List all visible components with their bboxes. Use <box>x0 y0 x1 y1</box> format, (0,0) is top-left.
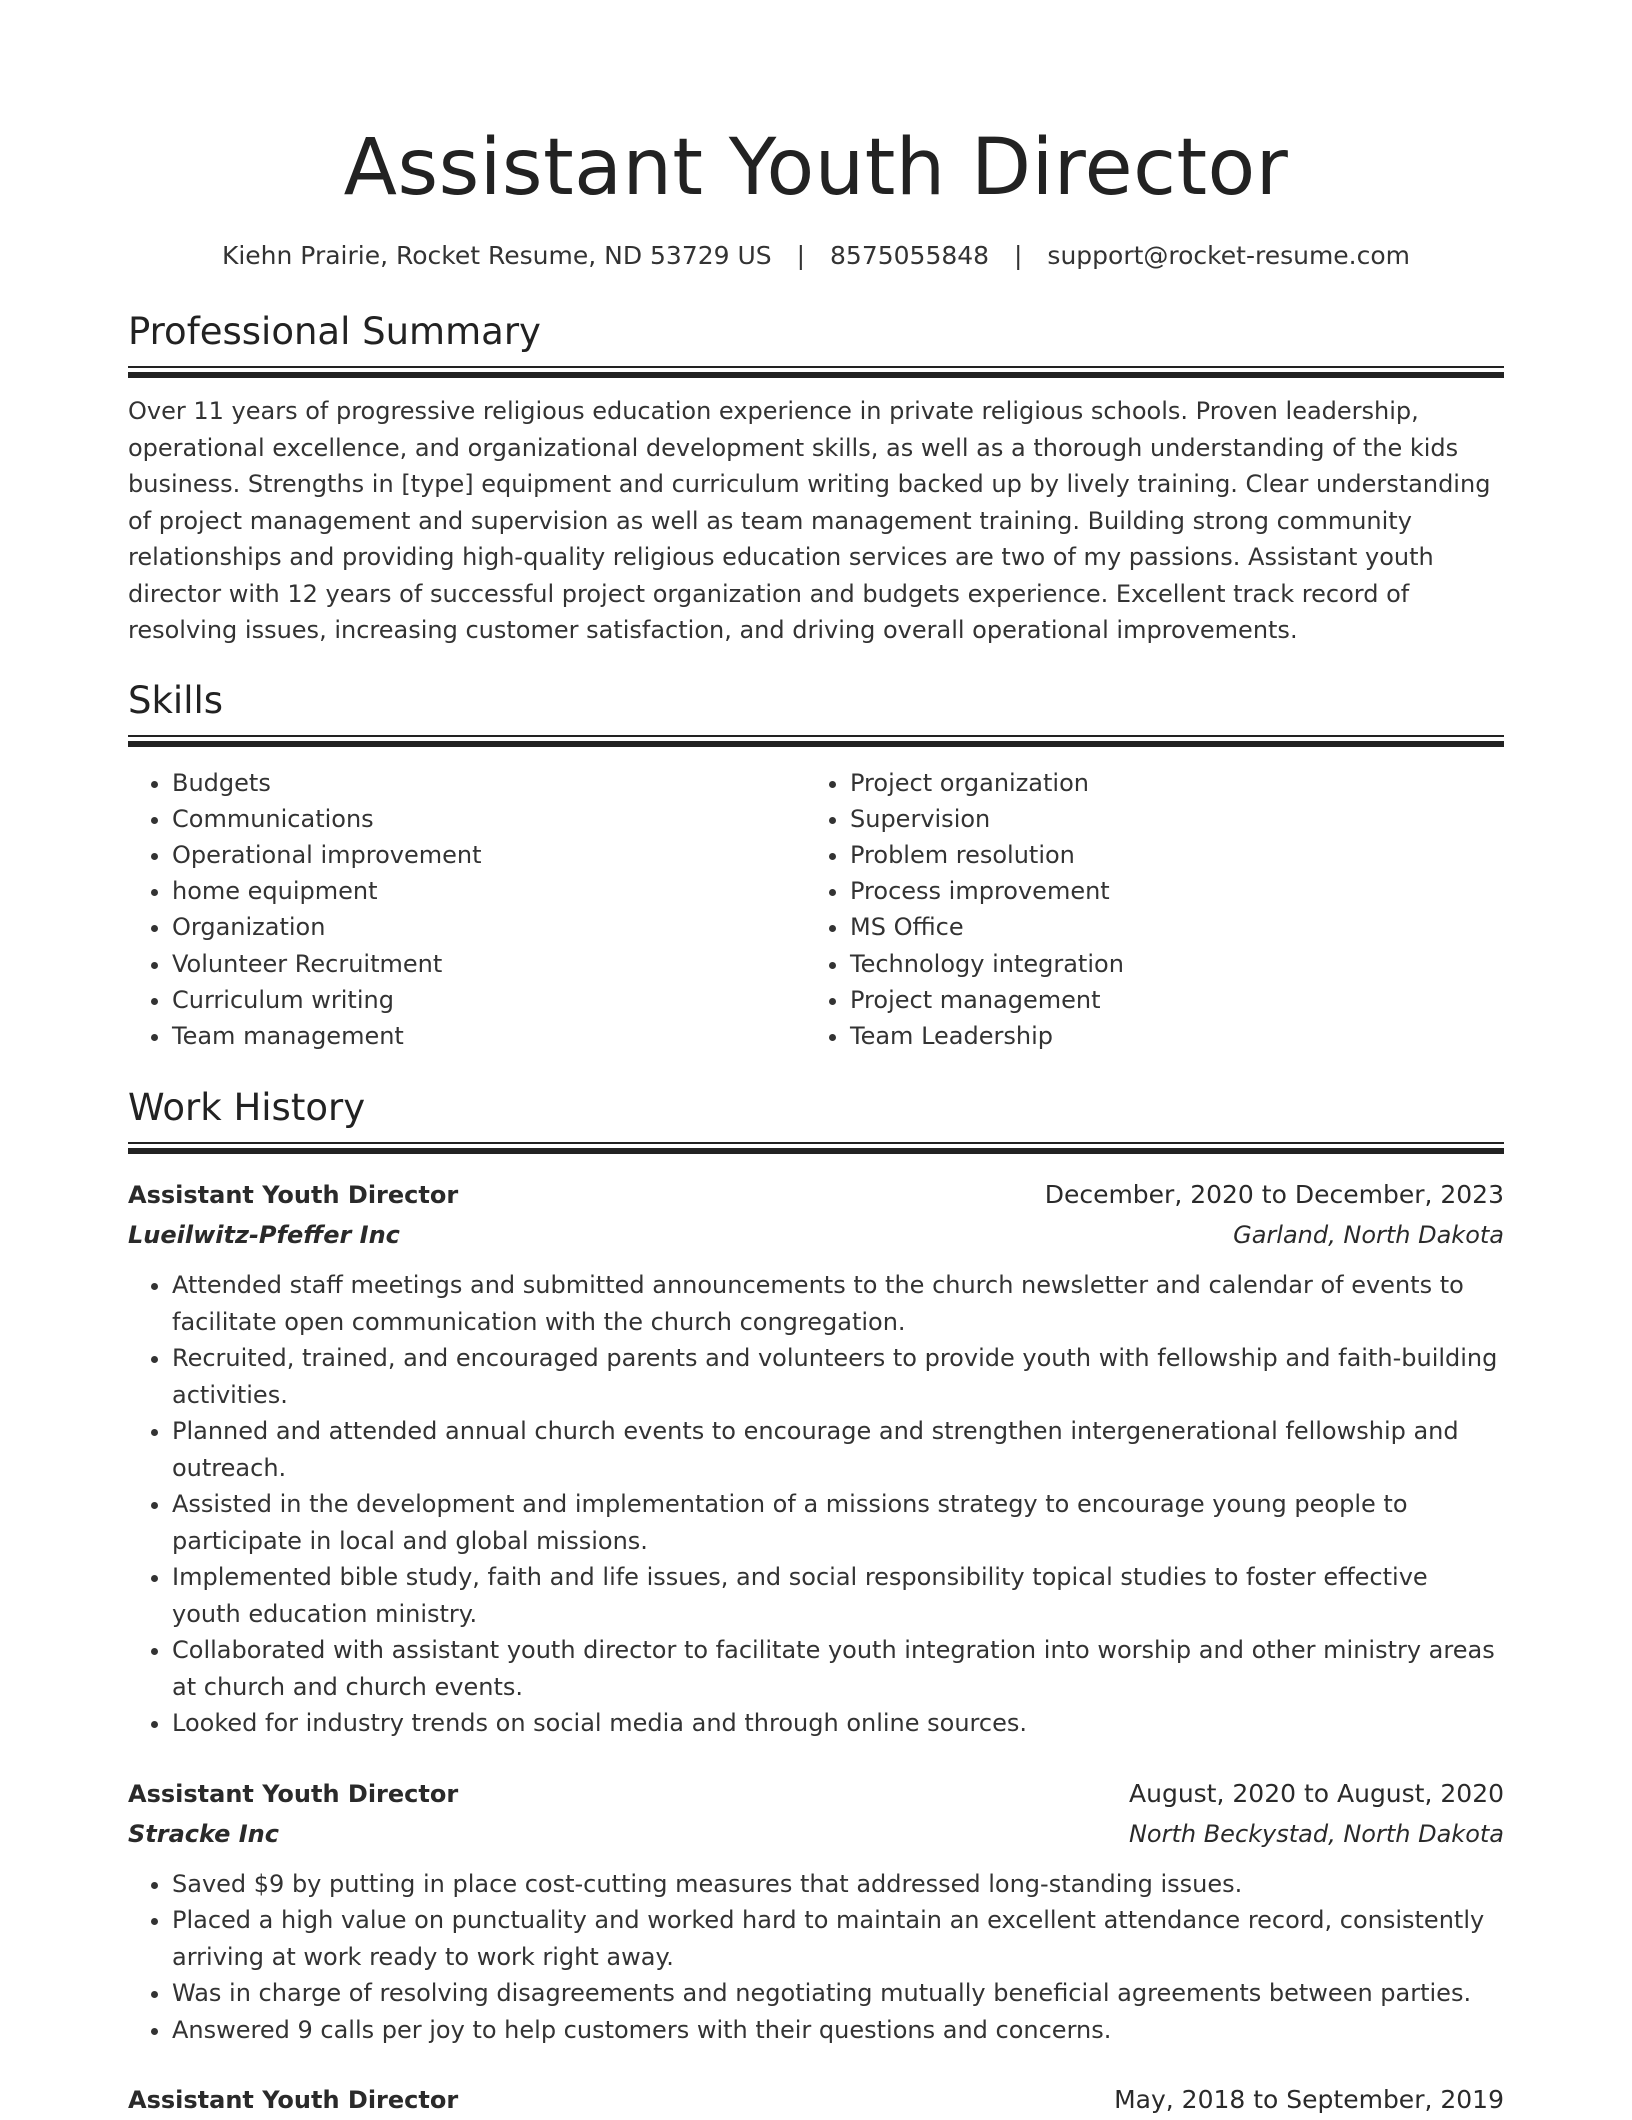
contact-line <box>128 240 1504 272</box>
skills-grid <box>128 765 1504 1055</box>
resume-page <box>128 0 1504 2120</box>
job-duty: • Answered 9 calls per joy to help customers with their questions and concerns. <box>172 2012 1504 2049</box>
job-duty: • Assisted in the development and implementation of a missions strategy to encourage young people to participate in local and global missions. <box>172 1486 1504 1559</box>
skill-item: • Curriculum writing <box>172 982 806 1018</box>
contact-separator: | <box>796 241 806 270</box>
job-duty: • Was in charge of resolving disagreements and negotiating mutually beneficial agreements between parties. <box>172 1975 1504 2012</box>
skills-list-right <box>806 765 1484 1055</box>
skill-item: • Team management <box>172 1018 806 1054</box>
job-header-row <box>128 1175 1504 1215</box>
job-header-row <box>128 1774 1504 1814</box>
job-location: North Beckystad, North Dakota <box>1128 1819 1504 1848</box>
skill-item: • Technology integration <box>850 946 1484 982</box>
job-duty: • Recruited, trained, and encouraged parents and volunteers to provide youth with fellowship and faith-building activities. <box>172 1340 1504 1413</box>
job-dates: August, 2020 to August, 2020 <box>1129 1778 1504 1808</box>
job-duty: • Saved $9 by putting in place cost-cutting measures that addressed long-standing issues. <box>172 1866 1504 1903</box>
job-duty: • Attended staff meetings and submitted announcements to the church newsletter and calendar of events to facilitate open communication with the church congregation. <box>172 1267 1504 1340</box>
job-entry <box>128 2080 1504 2120</box>
contact-phone: 8575055848 <box>830 241 990 270</box>
job-location: Garland, North Dakota <box>1233 1221 1504 1250</box>
skills-heading: Skills <box>128 678 224 722</box>
section-divider <box>128 1142 1504 1155</box>
job-dates: May, 2018 to September, 2019 <box>1114 2085 1504 2115</box>
skill-item: • Problem resolution <box>850 837 1484 873</box>
job-company-row <box>128 1814 1504 1854</box>
work-history-section <box>128 1084 1504 2120</box>
job-duty: • Placed a high value on punctuality and worked hard to maintain an excellent attendance record, consistently arriving at work ready to work right away. <box>172 1902 1504 1975</box>
job-company: Stracke Inc <box>128 1819 279 1848</box>
skill-item: • Budgets <box>172 765 806 801</box>
skill-item: • Project organization <box>850 765 1484 801</box>
skill-item: • Organization <box>172 909 806 945</box>
job-entry <box>128 1175 1504 1742</box>
job-company: Lueilwitz-Pfeffer Inc <box>128 1221 400 1250</box>
skill-item: • Supervision <box>850 801 1484 837</box>
skill-item: • home equipment <box>172 873 806 909</box>
work-history-heading: Work History <box>128 1086 366 1130</box>
job-duty: • Looked for industry trends on social media and through online sources. <box>172 1705 1504 1742</box>
skill-item: • Project management <box>850 982 1484 1018</box>
section-divider <box>128 366 1504 379</box>
job-duties-list <box>128 1267 1504 1742</box>
job-duty: • Planned and attended annual church events to encourage and strengthen intergenerational fellowship and outreach. <box>172 1413 1504 1486</box>
contact-address: Kiehn Prairie, Rocket Resume, ND 53729 US <box>221 241 772 270</box>
section-divider <box>128 735 1504 748</box>
page-title: Assistant Youth Director <box>343 123 1289 213</box>
skill-item: • Operational improvement <box>172 837 806 873</box>
skill-item: • MS Office <box>850 909 1484 945</box>
contact-email: support@rocket-resume.com <box>1047 241 1411 270</box>
job-duty: • Implemented bible study, faith and life issues, and social responsibility topical studies to foster effective youth education ministry. <box>172 1559 1504 1632</box>
skill-item: • Team Leadership <box>850 1018 1484 1054</box>
job-duties-list <box>128 1866 1504 2049</box>
job-duty: • Collaborated with assistant youth director to facilitate youth integration into worship and other ministry areas at church and church events. <box>172 1632 1504 1705</box>
summary-heading: Professional Summary <box>128 310 541 353</box>
contact-separator: | <box>1014 241 1023 270</box>
job-header-row <box>128 2080 1504 2120</box>
skill-item: • Communications <box>172 801 806 837</box>
skill-item: • Process improvement <box>850 873 1484 909</box>
job-entry <box>128 1774 1504 2049</box>
job-title: Assistant Youth Director <box>128 2086 459 2115</box>
job-dates: December, 2020 to December, 2023 <box>1044 1180 1504 1210</box>
job-company-row <box>128 1215 1504 1255</box>
skills-list-left <box>128 765 806 1055</box>
summary-text: Over 11 years of progressive religious education experience in private religious schools. Proven leadership, operational excellence, and organizational development skills, as well as a thorough understanding of the kids business. Strengths in [type] equipment and curriculum writing backed up by lively training. Clear understanding of project management and supervision as well as team management training. Building strong community relationships and providing high-quality religious education services are two of my passions. Assistant youth director with 12 years of successful project organization and budgets experience. Excellent track record of resolving issues, increasing customer satisfaction, and driving overall operational improvements. <box>128 397 1491 644</box>
summary-section <box>128 308 1504 649</box>
job-title: Assistant Youth Director <box>128 1181 459 1210</box>
skills-section <box>128 677 1504 1055</box>
job-title: Assistant Youth Director <box>128 1779 459 1808</box>
skill-item: • Volunteer Recruitment <box>172 946 806 982</box>
